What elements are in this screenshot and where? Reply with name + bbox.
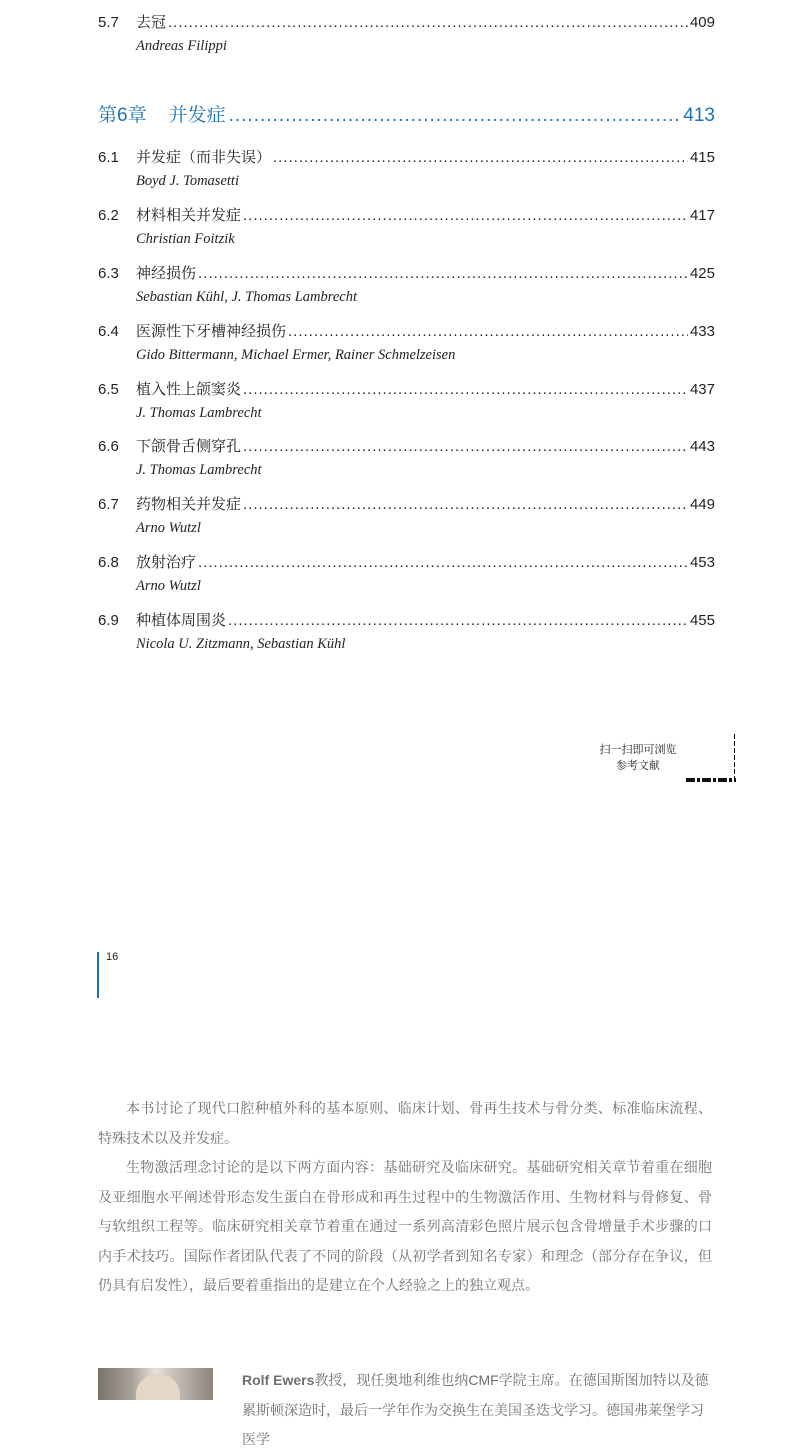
toc-entry-number: 6.9 [98,612,119,629]
author-photo [98,1368,213,1400]
qr-code-edge [686,778,736,782]
toc-entry-author: Nicola U. Zitzmann, Sebastian Kühl [136,636,346,652]
toc-entry-number: 6.8 [98,554,119,571]
toc-entry-6-9 [98,611,715,654]
chapter-title: 并发症 [168,105,226,126]
toc-entry-title: 医源性下牙槽神经损伤 [136,323,287,340]
toc-entry-number: 6.6 [98,438,119,455]
qr-caption-line-1: 扫一扫即可浏览 [599,744,677,756]
toc-entry-title: 放射治疗 [136,554,197,571]
toc-entry-page: 449 [689,496,715,513]
page-number: 16 [106,951,119,963]
toc-entry-page: 453 [689,554,715,571]
toc-entry-page: 443 [689,438,715,455]
toc-entry-number: 6.4 [98,323,119,340]
toc-entry-number: 6.1 [98,149,119,166]
toc-entry-page: 455 [689,612,715,629]
qr-code[interactable] [686,734,736,784]
toc-entry-author: Arno Wutzl [136,520,201,536]
toc-entry-title: 并发症（而非失误） [136,149,272,166]
intro-paragraph-1: 本书讨论了现代口腔种植外科的基本原则、临床计划、骨再生技术与骨分类、标准临床流程、特殊技术以及并发症。 [98,1100,712,1146]
qr-caption-line-2: 参考文献 [616,760,660,772]
toc-entry-author: Arno Wutzl [136,578,201,594]
toc-entry-6-8 [98,553,715,596]
qr-caption [594,742,682,774]
toc-entry-author: J. Thomas Lambrecht [136,405,262,421]
toc-entry-page: 433 [689,323,715,340]
toc-leader-dots [228,611,688,631]
toc-leader-dots [288,322,688,342]
toc-entry-6-7 [98,495,715,538]
toc-entry-title: 药物相关并发症 [136,496,242,513]
toc-entry-author: Andreas Filippi [136,38,227,54]
toc-leader-dots [198,264,688,284]
toc-entry-author: J. Thomas Lambrecht [136,462,262,478]
toc-entry-6-3 [98,264,715,307]
toc-entry-page: 425 [689,265,715,282]
qr-code-edge [734,734,736,782]
chapter-heading [98,104,715,128]
toc-entry-author: Gido Bittermann, Michael Ermer, Rainer Schmelzeisen [136,347,456,363]
toc-entry-title: 种植体周围炎 [136,612,227,629]
toc-leader-dots [243,380,688,400]
author-bio-text: 教授，现任奥地利维也纳CMF学院主席。在德国斯图加特以及德累斯顿深造时，最后一学年作为交换生在美国圣迭戈学习。德国弗莱堡学习医学 [242,1372,709,1447]
chapter-page: 413 [683,105,715,126]
toc-entry-author: Sebastian Kühl, J. Thomas Lambrecht [136,289,357,305]
intro-text [98,1094,712,1301]
toc-entry-author: Boyd J. Tomasetti [136,173,239,189]
toc-entry-6-4 [98,322,715,365]
toc-leader-dots [243,437,688,457]
author-name: Rolf Ewers [242,1372,315,1388]
toc-entry-number: 6.7 [98,496,119,513]
toc-entry-6-2 [98,206,715,249]
toc-leader-dots [273,148,688,168]
toc-entry-number: 5.7 [98,14,119,31]
toc-entry-number: 6.2 [98,207,119,224]
toc-entry-page: 437 [689,381,715,398]
toc-entry-author: Christian Foitzik [136,231,235,247]
page-number-rule [97,952,99,998]
toc-entry-6-6 [98,437,715,480]
toc-entry-title: 神经损伤 [136,265,197,282]
toc-entry-6-1 [98,148,715,191]
toc-entry-page: 415 [689,149,715,166]
toc-entry-page: 409 [689,14,715,31]
toc-entry-6-5 [98,380,715,423]
toc-entry-title: 材料相关并发症 [136,207,242,224]
toc-entry-number: 6.3 [98,265,119,282]
toc-entry-title: 植入性上颌窦炎 [136,381,242,398]
author-bio [242,1366,714,1455]
chapter-leader-dots [229,104,681,128]
toc-leader-dots [243,495,688,515]
intro-paragraph-2: 生物激活理念讨论的是以下两方面内容：基础研究及临床研究。基础研究相关章节着重在细胞及亚细胞水平阐述骨形态发生蛋白在骨形成和再生过程中的生物激活作用、生物材料与骨修复、骨与软组织工程等。临床研究相关章节着重在通过一系列高清彩色照片展示包含骨增量手术步骤的口内手术技巧。国际作者团队代表了不同的阶段（从初学者到知名专家）和理念（部分存在争议，但仍具有启发性），最后要着重指出的是建立在个人经验之上的独立观点。 [98,1159,712,1293]
chapter-number: 第6章 [98,105,147,126]
toc-entry-title: 下颌骨舌侧穿孔 [136,438,242,455]
toc-entry-page: 417 [689,207,715,224]
toc-leader-dots [198,553,688,573]
toc-leader-dots [243,206,688,226]
toc-entry-5-7 [98,13,715,56]
toc-entry-title: 去冠 [136,14,167,31]
toc-leader-dots [168,13,688,33]
author-photo-head [136,1374,180,1400]
toc-entry-number: 6.5 [98,381,119,398]
